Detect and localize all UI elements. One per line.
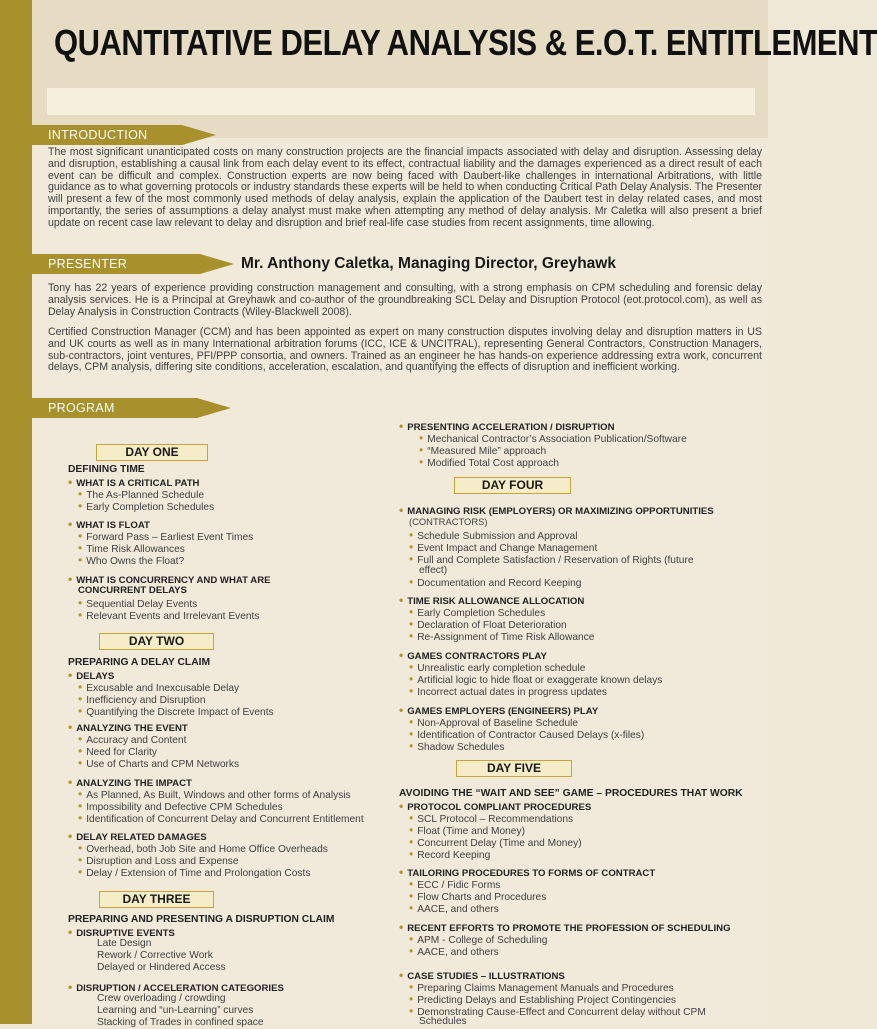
header-background xyxy=(32,0,877,140)
list-item: • Re-Assignment of Time Risk Allowance xyxy=(399,630,594,644)
list-item: • Event Impact and Change Management xyxy=(399,541,597,555)
list-item: Crew overloading / crowding xyxy=(97,993,226,1004)
list-item: • The As-Planned Schedule xyxy=(68,488,204,502)
list-item: • Predicting Delays and Establishing Project Contingencies xyxy=(399,993,676,1007)
list-item: • As Planned, As Built, Windows and other forms of Analysis xyxy=(68,788,351,802)
list-item: • Declaration of Float Deterioration xyxy=(399,618,567,632)
list-item: • Inefficiency and Disruption xyxy=(68,693,206,707)
list-item: • Early Completion Schedules xyxy=(399,606,545,620)
list-item: • Need for Clarity xyxy=(68,745,157,759)
list-item: • ECC / Fidic Forms xyxy=(399,878,500,892)
day-four-label: DAY FOUR xyxy=(454,477,571,494)
topic-heading: • PROTOCOL COMPLIANT PROCEDURES xyxy=(399,800,591,814)
topic-heading: • PRESENTING ACCELERATION / DISRUPTION xyxy=(399,420,615,434)
list-item: • Accuracy and Content xyxy=(68,733,186,747)
list-item: • Disruption and Loss and Expense xyxy=(68,854,239,868)
list-item: Stacking of Trades in confined space xyxy=(97,1017,264,1028)
topic-heading: • WHAT IS A CRITICAL PATH xyxy=(68,476,200,490)
topic-heading: • WHAT IS FLOAT xyxy=(68,518,150,532)
list-item: • Incorrect actual dates in progress updates xyxy=(399,685,607,699)
list-item: Rework / Corrective Work xyxy=(97,950,213,961)
list-item: • Time Risk Allowances xyxy=(68,542,185,556)
presenter-bio-1: Tony has 22 years of experience providing construction management and consulting, with a strong emphasis on CPM scheduling and forensic delay analysis services. He is a Principal at Greyhawk and co-author of the groundbreaking SCL Delay and Disruption Protocol (eot.protocol.com), as well as Delay Analysis in Construction Contracts (Wiley-Blackwell 2008). xyxy=(48,282,762,318)
list-item: • Early Completion Schedules xyxy=(68,500,214,514)
program-arrow xyxy=(197,398,231,418)
list-item: • Forward Pass – Earliest Event Times xyxy=(68,530,253,544)
list-item: • Who Owns the Float? xyxy=(68,554,184,568)
list-item: • Documentation and Record Keeping xyxy=(399,576,581,590)
topic-heading: • CASE STUDIES – ILLUSTRATIONS xyxy=(399,969,565,983)
list-item: • Schedule Submission and Approval xyxy=(399,529,577,543)
list-item: • APM - College of Scheduling xyxy=(399,933,547,947)
list-item: • Identification of Contractor Caused Delays (x-files) xyxy=(399,728,644,742)
day-three-label: DAY THREE xyxy=(99,891,214,908)
topic-subheading: (CONTRACTORS) xyxy=(409,516,488,527)
topic-heading: • DISRUPTIVE EVENTS xyxy=(68,926,175,940)
topic-heading: • TAILORING PROCEDURES TO FORMS OF CONTRACT xyxy=(399,866,655,880)
day-five-label: DAY FIVE xyxy=(456,760,572,777)
topic-heading: • MANAGING RISK (EMPLOYERS) OR MAXIMIZING OPPORTUNITIES xyxy=(399,504,714,518)
topic-heading: • GAMES CONTRACTORS PLAY xyxy=(399,649,547,663)
list-item: • Identification of Concurrent Delay and Concurrent Entitlement xyxy=(68,812,364,826)
list-item: effect) xyxy=(419,565,448,576)
list-item: Learning and “un-Learning” curves xyxy=(97,1005,254,1016)
topic-heading: • DELAY RELATED DAMAGES xyxy=(68,830,207,844)
list-item: • Excusable and Inexcusable Delay xyxy=(68,681,239,695)
presenter-arrow xyxy=(200,254,234,274)
topic-heading: • DELAYS xyxy=(68,669,114,683)
list-item: • Use of Charts and CPM Networks xyxy=(68,757,239,771)
list-item: Schedules xyxy=(419,1016,467,1027)
list-item: • Shadow Schedules xyxy=(399,740,504,754)
list-item: • Mechanical Contractor’s Association Publication/Software xyxy=(399,432,687,446)
list-item: • Artificial logic to hide float or exaggerate known delays xyxy=(399,673,662,687)
list-item: • “Measured Mile” approach xyxy=(399,444,546,458)
list-item: • Float (Time and Money) xyxy=(399,824,525,838)
list-item: • Unrealistic early completion schedule xyxy=(399,661,585,675)
list-item: • Full and Complete Satisfaction / Reservation of Rights (future xyxy=(399,553,694,567)
topic-heading: • ANALYZING THE EVENT xyxy=(68,721,188,735)
list-item: • Modified Total Cost approach xyxy=(399,456,559,470)
left-accent-bar xyxy=(0,0,32,1024)
list-item: Delayed or Hindered Access xyxy=(97,962,226,973)
list-item: • AACE, and others xyxy=(399,902,499,916)
list-item: • AACE, and others xyxy=(399,945,499,959)
topic-heading: CONCURRENT DELAYS xyxy=(78,585,187,596)
list-item: • Non-Approval of Baseline Schedule xyxy=(399,716,578,730)
introduction-text: The most significant unanticipated costs on many construction projects are the financial impacts associated with delay and disruption. Assessing delay and disruption, establishing a causal link from each delay event to its effect, contractual liability and the damages experienced as a direct result of each event can be difficult and complex. Construction experts are now being faced with Daubert-like challenges in international Arbitrations, with little guidance as to what governing protocols or industry standards these experts will be held to when conducting Critical Path Delay Analysis. The Presenter will present a few of the most commonly used methods of delay analysis, explain the application of the Daubert test in delay related cases, and most importantly, the series of assumptions a delay analyst must make when attempting any method of delay analysis. Mr Caletka will also present a brief update on recent case law relevant to delay and disruption and brief real-life case studies from recent assignments, time allowing. xyxy=(48,146,762,229)
list-item: Late Design xyxy=(97,938,152,949)
list-item: • Relevant Events and Irrelevant Events xyxy=(68,609,260,623)
list-item: • Concurrent Delay (Time and Money) xyxy=(399,836,582,850)
day-one-label: DAY ONE xyxy=(96,444,208,461)
list-item: • Delay / Extension of Time and Prolongation Costs xyxy=(68,866,310,880)
introduction-arrow xyxy=(182,125,216,145)
day-two-label: DAY TWO xyxy=(99,633,214,650)
list-item: • Overhead, both Job Site and Home Office Overheads xyxy=(68,842,328,856)
topic-heading: AVOIDING THE “WAIT AND SEE” GAME – PROCEDURES THAT WORK xyxy=(399,788,743,799)
page-title: QUANTITATIVE DELAY ANALYSIS & E.O.T. ENTITLEMENT xyxy=(54,22,877,64)
list-item: • Flow Charts and Procedures xyxy=(399,890,546,904)
topic-heading: PREPARING AND PRESENTING A DISRUPTION CLAIM xyxy=(68,914,335,925)
presenter-label: PRESENTER xyxy=(32,254,200,274)
subtitle-box xyxy=(47,88,755,115)
introduction-label: INTRODUCTION xyxy=(32,125,182,145)
presenter-name: Mr. Anthony Caletka, Managing Director, Greyhawk xyxy=(241,255,616,272)
topic-heading: • GAMES EMPLOYERS (ENGINEERS) PLAY xyxy=(399,704,598,718)
topic-heading: • TIME RISK ALLOWANCE ALLOCATION xyxy=(399,594,584,608)
list-item: • Impossibility and Defective CPM Schedules xyxy=(68,800,283,814)
list-item: • Demonstrating Cause-Effect and Concurrent delay without CPM xyxy=(399,1005,706,1019)
topic-heading: PREPARING A DELAY CLAIM xyxy=(68,657,211,668)
program-label: PROGRAM xyxy=(32,398,197,418)
topic-heading: • DISRUPTION / ACCELERATION CATEGORIES xyxy=(68,981,284,995)
list-item: • Quantifying the Discrete Impact of Events xyxy=(68,705,274,719)
list-item: • Preparing Claims Management Manuals and Procedures xyxy=(399,981,674,995)
topic-heading: • RECENT EFFORTS TO PROMOTE THE PROFESSION OF SCHEDULING xyxy=(399,921,731,935)
topic-heading: • ANALYZING THE IMPACT xyxy=(68,776,192,790)
topic-heading: • WHAT IS CONCURRENCY AND WHAT ARE xyxy=(68,573,271,587)
presenter-bio-2: Certified Construction Manager (CCM) and has been appointed as expert on many construction disputes involving delay and disruption matters in US and UK courts as well as in many International arbitration forums (ICC, ICE & UNCITRAL), representing General Contractors, Construction Managers, sub-contractors, joint ventures, PFI/PPP consortia, and owners. Trained as an engineer he has hands-on experience addressing extra work, concurrent delays, CPM analysis, differing site conditions, acceleration, escalation, and quantifying the effects of disruption and inefficient working. xyxy=(48,326,762,374)
list-item: • SCL Protocol – Recommendations xyxy=(399,812,573,826)
list-item: • Sequential Delay Events xyxy=(68,597,197,611)
topic-heading: DEFINING TIME xyxy=(68,464,145,475)
list-item: • Record Keeping xyxy=(399,848,490,862)
